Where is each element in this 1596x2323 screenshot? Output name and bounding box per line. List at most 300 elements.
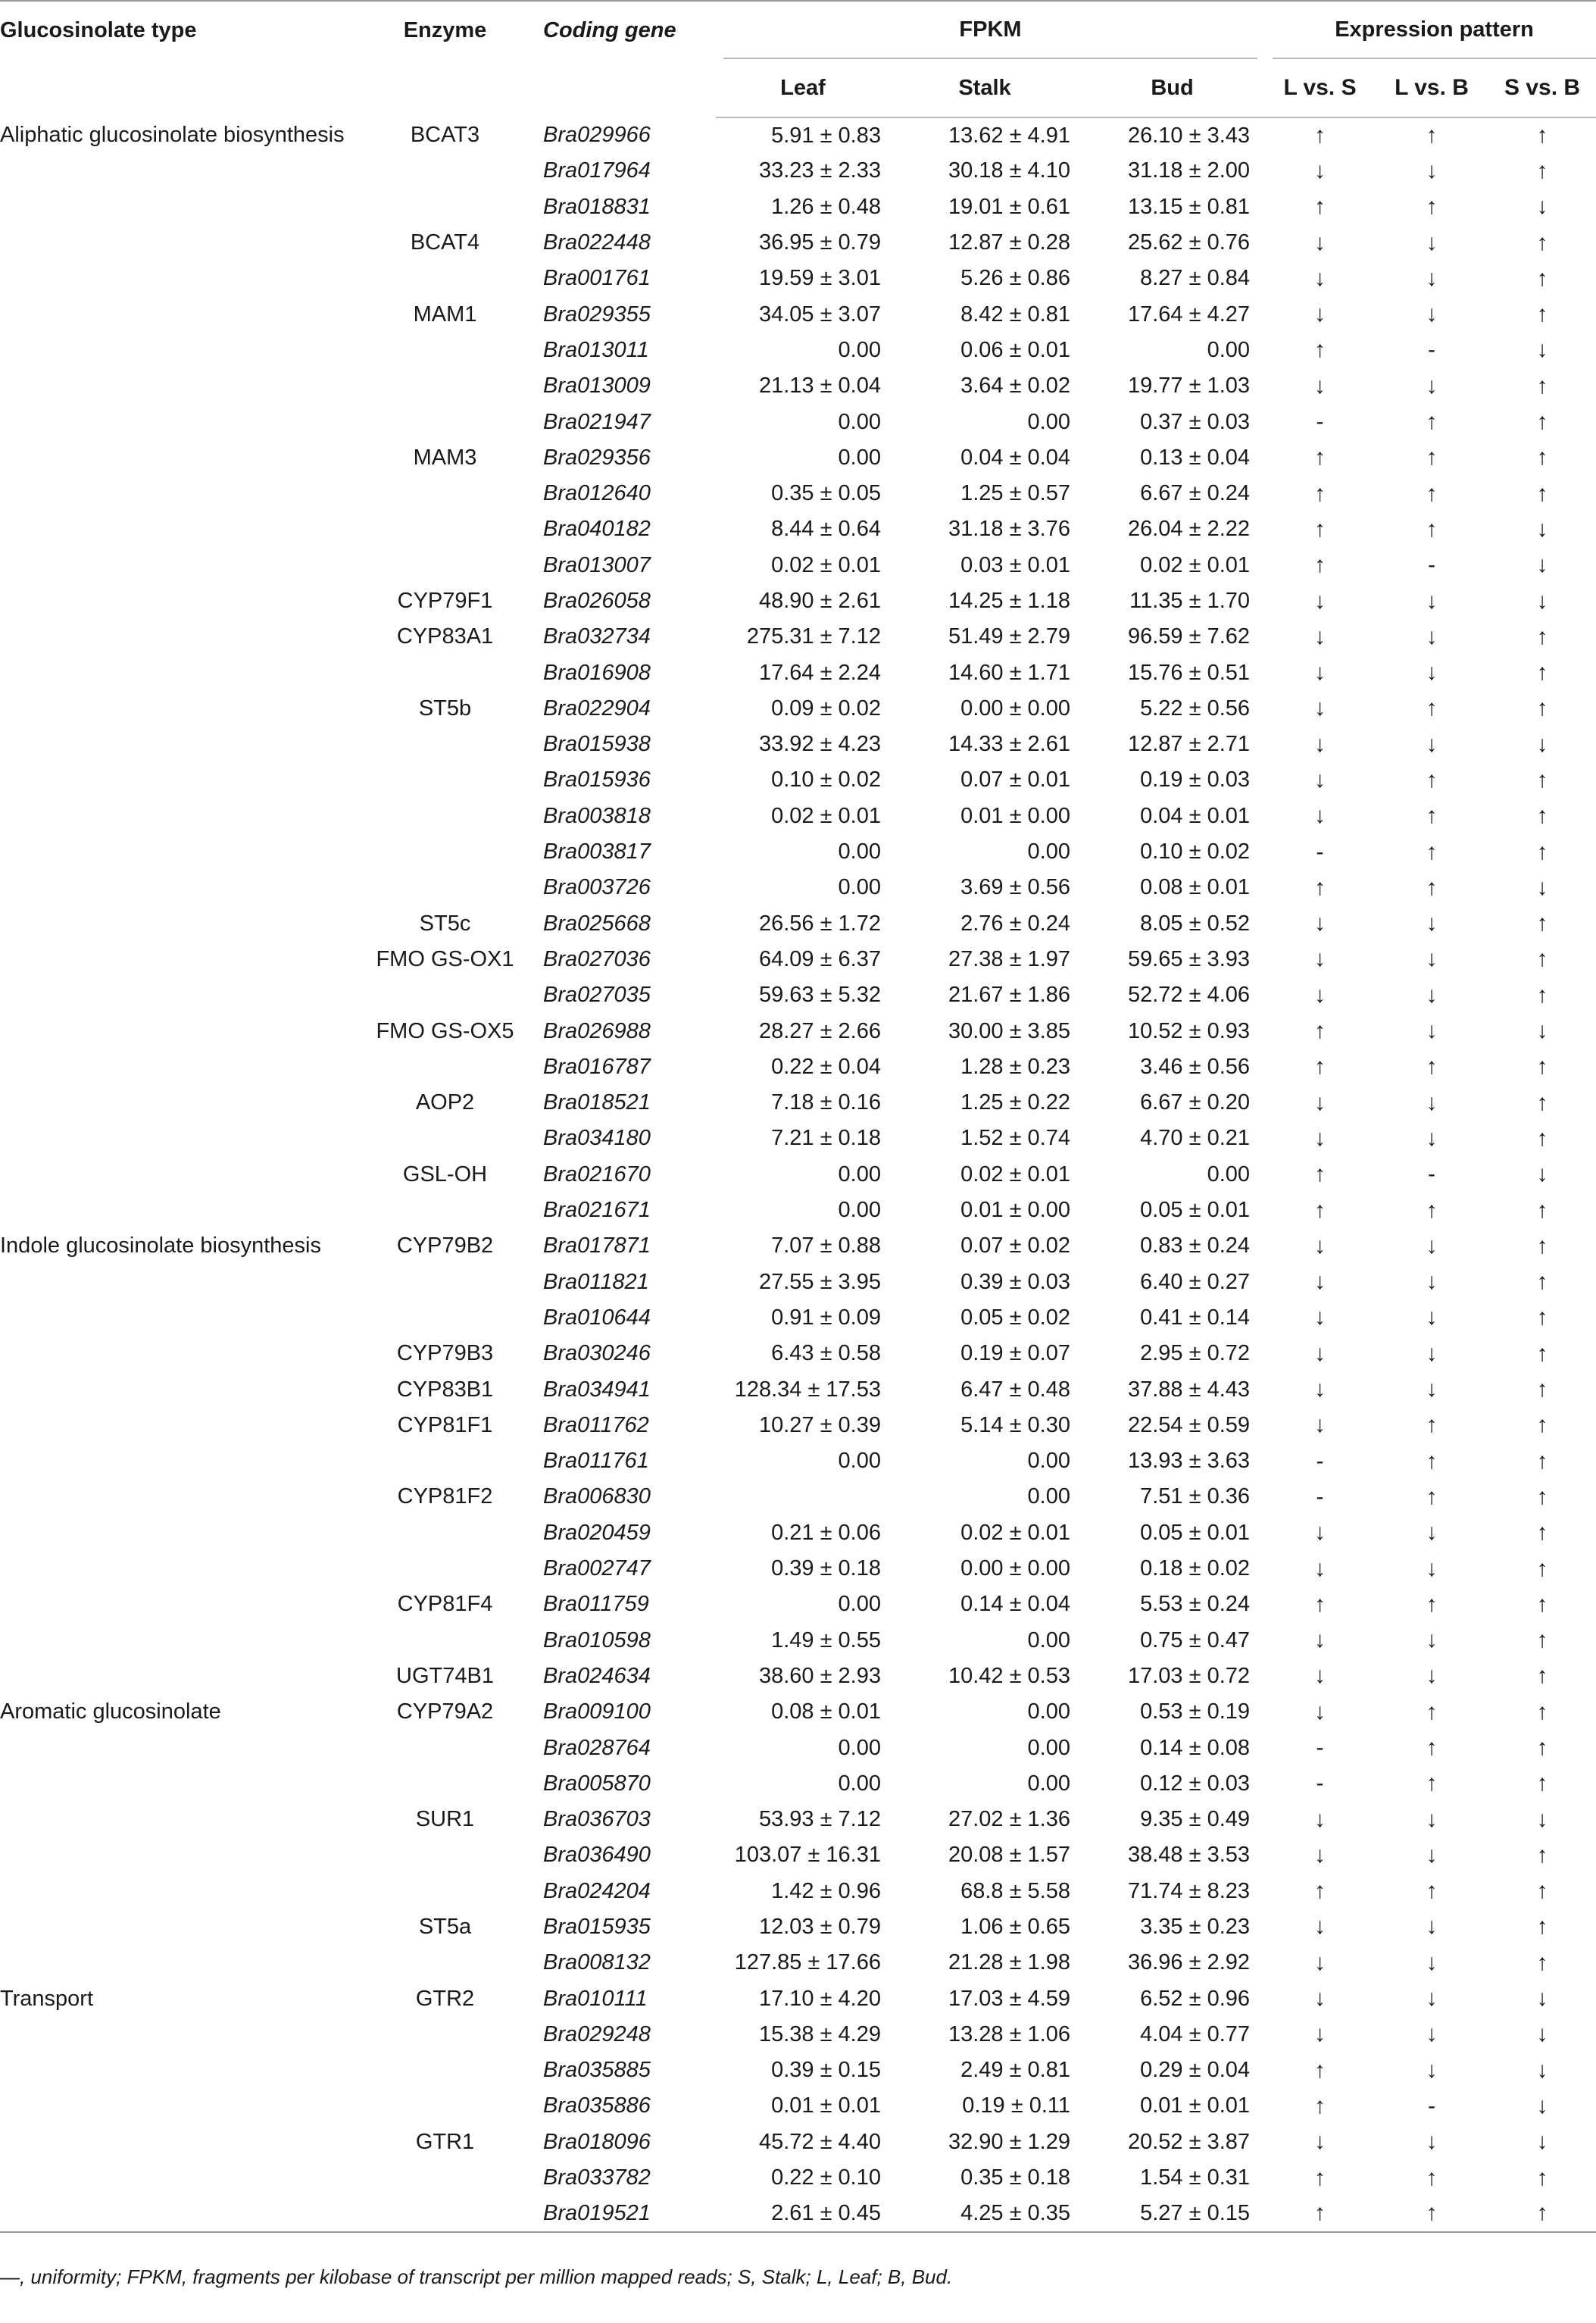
cell-coding-gene: Bra010598 [543, 1627, 651, 1652]
cell-glucosinolate-type [0, 2160, 356, 2196]
cell-s-vs-b: ↑ [1536, 1663, 1548, 1689]
cell-l-vs-b: - [1428, 2093, 1436, 2118]
cell-enzyme [356, 1049, 534, 1085]
cell-coding-gene: Bra029966 [543, 123, 651, 148]
cell-l-vs-b: ↑ [1426, 1054, 1438, 1080]
cell-fpkm-leaf: 26.56 ± 1.72 [758, 911, 881, 936]
cell-glucosinolate-type: Transport [0, 1986, 94, 2011]
cell-l-vs-b: ↓ [1426, 2021, 1438, 2047]
cell-glucosinolate-type [0, 1300, 356, 1336]
cell-s-vs-b: ↓ [1536, 2057, 1548, 2083]
cell-l-vs-b: ↑ [1426, 1484, 1438, 1509]
cell-s-vs-b: ↑ [1536, 624, 1548, 649]
cell-coding-gene: Bra006830 [543, 1484, 651, 1509]
cell-fpkm-leaf: 34.05 ± 3.07 [758, 302, 881, 327]
cell-l-vs-b: ↑ [1426, 1699, 1438, 1724]
cell-l-vs-s: ↑ [1314, 1197, 1326, 1223]
cell-l-vs-b: ↓ [1426, 588, 1438, 614]
cell-enzyme [356, 870, 534, 905]
cell-fpkm-stalk: 2.76 ± 0.24 [960, 911, 1070, 936]
cell-enzyme [356, 153, 534, 189]
cell-enzyme: UGT74B1 [396, 1663, 494, 1688]
cell-l-vs-s: ↑ [1314, 2057, 1326, 2083]
cell-s-vs-b: ↑ [1536, 1125, 1548, 1151]
cell-l-vs-s: ↓ [1314, 1377, 1326, 1402]
cell-fpkm-bud: 0.08 ± 0.01 [1140, 875, 1251, 900]
table-row [0, 404, 1596, 439]
cell-fpkm-leaf: 127.85 ± 17.66 [734, 1950, 881, 1975]
cell-l-vs-b: ↑ [1426, 445, 1438, 471]
cell-fpkm-bud: 6.40 ± 0.27 [1140, 1269, 1251, 1294]
cell-fpkm-bud: 0.29 ± 0.04 [1140, 2058, 1251, 2083]
cell-fpkm-leaf: 45.72 ± 4.40 [758, 2129, 881, 2154]
cell-enzyme: CYP81F1 [397, 1412, 493, 1437]
cell-fpkm-bud: 5.22 ± 0.56 [1140, 696, 1251, 721]
cell-coding-gene: Bra030246 [543, 1341, 651, 1366]
cell-coding-gene: Bra025668 [543, 911, 651, 936]
cell-l-vs-b: ↑ [1426, 2165, 1438, 2190]
cell-coding-gene: Bra035886 [543, 2093, 651, 2118]
cell-s-vs-b: ↓ [1536, 1162, 1548, 1187]
cell-glucosinolate-type [0, 1085, 356, 1121]
cell-l-vs-s: ↓ [1314, 946, 1326, 972]
cell-l-vs-b: ↓ [1426, 911, 1438, 936]
cell-glucosinolate-type [0, 1766, 356, 1802]
cell-coding-gene: Bra034941 [543, 1377, 651, 1402]
cell-fpkm-bud: 0.14 ± 0.08 [1140, 1735, 1251, 1760]
table-row [0, 1479, 1596, 1515]
cell-fpkm-bud: 9.35 ± 0.49 [1140, 1807, 1251, 1832]
cell-l-vs-b: ↓ [1426, 1233, 1438, 1258]
cell-fpkm-leaf: 0.02 ± 0.01 [771, 552, 881, 577]
cell-fpkm-leaf: 0.02 ± 0.01 [771, 803, 881, 828]
cell-s-vs-b: ↑ [1536, 1914, 1548, 1940]
cell-enzyme [356, 655, 534, 690]
table-row [0, 870, 1596, 905]
cell-enzyme [356, 261, 534, 296]
cell-l-vs-s: ↓ [1314, 1412, 1326, 1438]
cell-l-vs-s: ↓ [1314, 660, 1326, 686]
cell-fpkm-stalk: 5.14 ± 0.30 [960, 1412, 1070, 1437]
cell-glucosinolate-type [0, 2196, 356, 2231]
cell-fpkm-leaf: 0.00 [838, 445, 881, 470]
cell-l-vs-b: - [1428, 1162, 1436, 1187]
cell-enzyme: CYP79A2 [396, 1699, 494, 1724]
cell-fpkm-bud: 13.93 ± 3.63 [1127, 1449, 1251, 1474]
cell-fpkm-leaf: 0.39 ± 0.18 [771, 1556, 881, 1581]
cell-s-vs-b: ↓ [1536, 194, 1548, 220]
header-fpkm [716, 1, 1265, 59]
cell-coding-gene: Bra002747 [543, 1556, 651, 1581]
cell-fpkm-leaf: 0.22 ± 0.04 [771, 1054, 881, 1079]
cell-fpkm-stalk: 0.00 [1027, 1484, 1070, 1509]
cell-l-vs-b: ↓ [1426, 982, 1438, 1008]
table-footnote: —, uniformity; FPKM, fragments per kilobase of transcript per million mapped reads; S, Stalk; L, Leaf; B, Bud. [0, 2265, 953, 2288]
cell-l-vs-s: ↑ [1314, 2165, 1326, 2190]
cell-fpkm-leaf: 21.13 ± 0.04 [758, 374, 881, 399]
cell-s-vs-b: ↓ [1536, 2129, 1548, 2155]
cell-fpkm-leaf: 5.91 ± 0.83 [771, 123, 881, 148]
cell-fpkm-stalk: 17.03 ± 4.59 [948, 1986, 1070, 2011]
cell-l-vs-s: ↓ [1314, 373, 1326, 399]
cell-enzyme [356, 2196, 534, 2231]
cell-glucosinolate-type [0, 440, 356, 476]
header-coding-gene: Coding gene [534, 1, 716, 117]
table-row [0, 1443, 1596, 1479]
cell-fpkm-bud: 2.95 ± 0.72 [1140, 1341, 1251, 1366]
cell-l-vs-s: ↑ [1314, 1054, 1326, 1080]
cell-fpkm-stalk: 21.67 ± 1.86 [948, 983, 1070, 1008]
cell-s-vs-b: ↑ [1536, 1340, 1548, 1366]
table-row [0, 296, 1596, 332]
table-row [0, 655, 1596, 690]
cell-enzyme: CYP83B1 [396, 1377, 494, 1402]
table-row [0, 1228, 1596, 1264]
cell-coding-gene: Bra036703 [543, 1807, 651, 1832]
table-row [0, 977, 1596, 1013]
table-row [0, 1551, 1596, 1587]
cell-fpkm-stalk: 68.8 ± 5.58 [960, 1878, 1070, 1903]
cell-fpkm-leaf: 7.18 ± 0.16 [771, 1090, 881, 1115]
cell-fpkm-stalk: 3.69 ± 0.56 [960, 875, 1070, 900]
table-row [0, 1837, 1596, 1873]
cell-glucosinolate-type [0, 1802, 356, 1837]
table-row [0, 1981, 1596, 2016]
cell-coding-gene: Bra015935 [543, 1914, 651, 1939]
cell-enzyme [356, 2088, 534, 2124]
cell-glucosinolate-type [0, 1837, 356, 1873]
cell-fpkm-leaf [716, 1479, 890, 1515]
table-row [0, 1659, 1596, 1694]
cell-enzyme: ST5a [418, 1914, 472, 1939]
cell-coding-gene: Bra017871 [543, 1233, 651, 1258]
cell-fpkm-stalk: 27.02 ± 1.36 [948, 1807, 1070, 1832]
cell-s-vs-b: ↓ [1536, 1018, 1548, 1044]
header-bud: Bud [1079, 59, 1265, 117]
cell-s-vs-b: ↑ [1536, 1412, 1548, 1438]
cell-enzyme: MAM1 [413, 302, 477, 327]
cell-fpkm-bud: 6.67 ± 0.20 [1140, 1090, 1251, 1115]
cell-enzyme: FMO GS-OX5 [376, 1018, 514, 1043]
cell-glucosinolate-type [0, 762, 356, 798]
cell-fpkm-bud: 0.00 [1207, 1162, 1251, 1187]
cell-fpkm-stalk: 31.18 ± 3.76 [948, 517, 1070, 542]
header-leaf: Leaf [716, 59, 890, 117]
cell-coding-gene: Bra013011 [543, 337, 649, 362]
cell-l-vs-b: ↓ [1426, 2129, 1438, 2155]
cell-enzyme: FMO GS-OX1 [376, 946, 514, 971]
cell-fpkm-bud: 36.96 ± 2.92 [1127, 1950, 1251, 1975]
cell-enzyme: BCAT4 [410, 230, 480, 255]
cell-fpkm-bud: 3.46 ± 0.56 [1140, 1054, 1251, 1079]
cell-fpkm-leaf: 2.61 ± 0.45 [716, 2196, 890, 2231]
cell-coding-gene: Bra028764 [543, 1735, 651, 1760]
cell-glucosinolate-type [0, 2017, 356, 2053]
table-row [0, 2160, 1596, 2196]
table-row [0, 1802, 1596, 1837]
cell-s-vs-b: ↓ [1536, 731, 1548, 757]
cell-s-vs-b: ↑ [1536, 1484, 1548, 1509]
cell-fpkm-leaf: 0.39 ± 0.15 [771, 2058, 881, 2083]
cell-l-vs-s: ↓ [1314, 1986, 1326, 2012]
cell-fpkm-stalk: 0.00 ± 0.00 [960, 696, 1070, 721]
cell-coding-gene: Bra016908 [543, 660, 651, 685]
cell-fpkm-leaf: 0.21 ± 0.06 [771, 1520, 881, 1545]
cell-fpkm-bud: 0.05 ± 0.01 [1140, 1198, 1251, 1223]
cell-coding-gene: Bra040182 [543, 517, 651, 542]
cell-l-vs-b: ↓ [1426, 1125, 1438, 1151]
cell-fpkm-bud: 10.52 ± 0.93 [1127, 1018, 1251, 1043]
cell-l-vs-s: ↓ [1314, 1555, 1326, 1581]
cell-glucosinolate-type [0, 511, 356, 547]
cell-glucosinolate-type [0, 1587, 356, 1622]
cell-coding-gene: Bra016787 [543, 1054, 651, 1079]
cell-s-vs-b: ↑ [1536, 373, 1548, 399]
cell-fpkm-leaf: 1.42 ± 0.96 [771, 1878, 881, 1903]
cell-l-vs-s: ↓ [1314, 911, 1326, 936]
cell-fpkm-bud: 5.53 ± 0.24 [1140, 1592, 1251, 1617]
cell-fpkm-bud: 5.27 ± 0.15 [1079, 2196, 1265, 2231]
cell-enzyme: CYP79F1 [397, 589, 493, 613]
table-row [0, 762, 1596, 798]
cell-fpkm-bud: 0.04 ± 0.01 [1140, 803, 1251, 828]
cell-fpkm-leaf: 48.90 ± 2.61 [758, 589, 881, 613]
cell-enzyme [356, 1551, 534, 1587]
cell-s-vs-b: ↑ [1536, 1627, 1548, 1653]
cell-enzyme: MAM3 [413, 445, 477, 470]
cell-glucosinolate-type [0, 404, 356, 439]
table-row [0, 189, 1596, 225]
cell-fpkm-stalk: 30.18 ± 4.10 [948, 158, 1070, 183]
table-row [0, 1049, 1596, 1085]
cell-glucosinolate-type: Aromatic glucosinolate [0, 1699, 221, 1724]
cell-glucosinolate-type [0, 619, 356, 655]
cell-fpkm-stalk: 13.28 ± 1.06 [948, 2021, 1070, 2046]
cell-fpkm-leaf: 0.09 ± 0.02 [771, 696, 881, 721]
cell-fpkm-leaf: 15.38 ± 4.29 [758, 2021, 881, 2046]
cell-l-vs-b: ↓ [1426, 230, 1438, 255]
cell-fpkm-bud: 0.01 ± 0.01 [1140, 2093, 1251, 2118]
cell-fpkm-stalk: 0.00 [1027, 1449, 1070, 1474]
cell-enzyme [356, 476, 534, 511]
cell-fpkm-leaf: 10.27 ± 0.39 [758, 1412, 881, 1437]
cell-fpkm-stalk: 0.00 [1027, 1735, 1070, 1760]
cell-fpkm-leaf: 12.03 ± 0.79 [758, 1914, 881, 1939]
cell-l-vs-s: ↓ [1314, 1340, 1326, 1366]
cell-enzyme [356, 511, 534, 547]
table-row [0, 1121, 1596, 1156]
cell-l-vs-b: ↑ [1426, 839, 1438, 864]
table-row [0, 799, 1596, 834]
cell-fpkm-stalk: 0.35 ± 0.18 [960, 2165, 1070, 2190]
table-row [0, 511, 1596, 547]
table-row [0, 1013, 1596, 1049]
cell-fpkm-leaf: 0.22 ± 0.10 [771, 2165, 881, 2190]
cell-s-vs-b: ↑ [1536, 767, 1548, 793]
cell-fpkm-stalk: 0.04 ± 0.04 [960, 445, 1070, 470]
cell-s-vs-b: ↑ [1536, 1197, 1548, 1223]
cell-fpkm-leaf: 0.00 [838, 409, 881, 434]
cell-l-vs-b: ↓ [1426, 1986, 1438, 2012]
cell-l-vs-s: ↓ [1314, 1233, 1326, 1258]
cell-fpkm-stalk: 2.49 ± 0.81 [960, 2058, 1070, 2083]
cell-glucosinolate-type [0, 1443, 356, 1479]
cell-coding-gene: Bra026988 [543, 1018, 651, 1043]
cell-enzyme [356, 1766, 534, 1802]
cell-s-vs-b: ↑ [1536, 1878, 1548, 1904]
cell-l-vs-b: ↓ [1426, 1806, 1438, 1832]
cell-fpkm-leaf: 1.49 ± 0.55 [771, 1627, 881, 1652]
cell-s-vs-b: ↓ [1536, 552, 1548, 578]
table-row [0, 1085, 1596, 1121]
cell-fpkm-stalk: 5.26 ± 0.86 [960, 266, 1070, 291]
cell-fpkm-stalk: 0.39 ± 0.03 [960, 1269, 1070, 1294]
table-header [0, 1, 1596, 117]
cell-fpkm-stalk: 0.14 ± 0.04 [960, 1592, 1070, 1617]
cell-coding-gene: Bra009100 [543, 1699, 651, 1724]
table-row [0, 727, 1596, 762]
cell-glucosinolate-type: Indole glucosinolate biosynthesis [0, 1233, 321, 1258]
header-expression-pattern-label: Expression pattern [1273, 2, 1596, 59]
cell-s-vs-b: ↓ [1536, 1986, 1548, 2012]
cell-s-vs-b: ↓ [1536, 2021, 1548, 2047]
cell-fpkm-bud: 31.18 ± 2.00 [1127, 158, 1251, 183]
cell-fpkm-bud: 38.48 ± 3.53 [1127, 1843, 1251, 1868]
cell-fpkm-leaf: 7.21 ± 0.18 [771, 1126, 881, 1151]
cell-l-vs-b: ↑ [1426, 123, 1438, 149]
header-l-vs-s: L vs. S [1265, 59, 1375, 117]
cell-fpkm-bud: 17.03 ± 0.72 [1127, 1663, 1251, 1688]
cell-glucosinolate-type [0, 727, 356, 762]
cell-s-vs-b: ↑ [1536, 839, 1548, 864]
cell-fpkm-bud: 71.74 ± 8.23 [1127, 1878, 1251, 1903]
cell-fpkm-stalk: 10.42 ± 0.53 [948, 1663, 1070, 1688]
cell-fpkm-leaf: 17.10 ± 4.20 [758, 1986, 881, 2011]
cell-coding-gene: Bra012640 [543, 481, 651, 506]
cell-enzyme [356, 1193, 534, 1228]
cell-fpkm-bud: 0.53 ± 0.19 [1140, 1699, 1251, 1724]
cell-fpkm-leaf: 275.31 ± 7.12 [746, 624, 881, 649]
cell-l-vs-b: ↓ [1426, 1340, 1438, 1366]
cell-l-vs-b: ↓ [1426, 373, 1438, 399]
cell-glucosinolate-type [0, 368, 356, 404]
cell-enzyme [356, 727, 534, 762]
cell-s-vs-b: ↑ [1536, 1054, 1548, 1080]
cell-glucosinolate-type [0, 977, 356, 1013]
cell-fpkm-bud: 8.05 ± 0.52 [1140, 911, 1251, 936]
cell-l-vs-s: ↑ [1314, 1591, 1326, 1617]
cell-glucosinolate-type [0, 906, 356, 942]
cell-enzyme: CYP79B2 [396, 1233, 494, 1258]
cell-l-vs-b: ↓ [1426, 2057, 1438, 2083]
cell-glucosinolate-type: Aliphatic glucosinolate biosynthesis [0, 123, 345, 148]
table-row [0, 261, 1596, 296]
cell-s-vs-b: ↑ [1536, 1305, 1548, 1330]
cell-enzyme [356, 834, 534, 870]
cell-glucosinolate-type [0, 1659, 356, 1694]
cell-fpkm-stalk: 1.25 ± 0.57 [960, 481, 1070, 506]
cell-coding-gene: Bra011821 [543, 1269, 649, 1294]
cell-coding-gene: Bra027035 [543, 983, 651, 1008]
cell-fpkm-leaf: 0.00 [838, 1592, 881, 1617]
cell-fpkm-leaf: 0.91 ± 0.09 [771, 1305, 881, 1330]
cell-s-vs-b: ↑ [1536, 1735, 1548, 1760]
cell-glucosinolate-type [0, 942, 356, 977]
cell-coding-gene: Bra011759 [543, 1592, 649, 1617]
cell-glucosinolate-type [0, 1945, 356, 1981]
cell-fpkm-stalk: 0.07 ± 0.02 [960, 1233, 1070, 1258]
table-row [0, 1874, 1596, 1909]
cell-s-vs-b: ↑ [1536, 803, 1548, 829]
cell-fpkm-bud: 4.04 ± 0.77 [1140, 2021, 1251, 2046]
cell-enzyme: CYP81F4 [397, 1592, 493, 1617]
cell-l-vs-b: ↓ [1426, 1627, 1438, 1653]
cell-s-vs-b: ↑ [1536, 1771, 1548, 1796]
cell-l-vs-s: - [1316, 1735, 1324, 1760]
cell-s-vs-b: ↑ [1536, 982, 1548, 1008]
cell-l-vs-s: ↓ [1314, 1914, 1326, 1940]
table-row [0, 225, 1596, 261]
cell-l-vs-b: ↓ [1426, 1663, 1438, 1689]
cell-coding-gene: Bra018831 [543, 194, 651, 219]
cell-glucosinolate-type [0, 2088, 356, 2124]
cell-l-vs-b: ↓ [1426, 1842, 1438, 1868]
cell-fpkm-bud: 6.67 ± 0.24 [1140, 481, 1251, 506]
cell-l-vs-b: ↓ [1426, 731, 1438, 757]
cell-glucosinolate-type [0, 1049, 356, 1085]
cell-glucosinolate-type [0, 225, 356, 261]
cell-glucosinolate-type [0, 691, 356, 727]
cell-fpkm-leaf: 0.00 [838, 839, 881, 864]
cell-coding-gene: Bra021671 [543, 1198, 651, 1223]
cell-enzyme [356, 799, 534, 834]
cell-l-vs-b: ↑ [1426, 194, 1438, 220]
cell-s-vs-b: ↑ [1488, 2196, 1596, 2231]
table-row [0, 1408, 1596, 1443]
header-glucosinolate-type: Glucosinolate type [0, 1, 356, 117]
cell-fpkm-leaf: 0.00 [838, 1771, 881, 1796]
cell-coding-gene: Bra029356 [543, 445, 651, 470]
cell-s-vs-b: ↑ [1536, 946, 1548, 972]
cell-l-vs-b: ↓ [1426, 1914, 1438, 1940]
cell-coding-gene: Bra015938 [543, 732, 651, 757]
cell-enzyme [356, 189, 534, 225]
cell-glucosinolate-type [0, 1121, 356, 1156]
header-enzyme: Enzyme [356, 1, 534, 117]
cell-fpkm-stalk: 14.60 ± 1.71 [948, 660, 1070, 685]
cell-l-vs-s: ↑ [1314, 1162, 1326, 1187]
cell-fpkm-bud: 0.00 [1207, 337, 1251, 362]
cell-enzyme: GSL-OH [402, 1162, 488, 1187]
cell-enzyme: AOP2 [415, 1090, 475, 1115]
cell-s-vs-b: ↑ [1536, 1090, 1548, 1115]
cell-glucosinolate-type [0, 834, 356, 870]
cell-l-vs-s: ↓ [1314, 1627, 1326, 1653]
cell-enzyme: SUR1 [415, 1807, 475, 1832]
cell-s-vs-b: ↑ [1536, 1555, 1548, 1581]
cell-l-vs-s: ↑ [1265, 2196, 1375, 2231]
cell-fpkm-bud: 59.65 ± 3.93 [1127, 946, 1251, 971]
cell-l-vs-s: - [1316, 1448, 1324, 1474]
cell-coding-gene: Bra020459 [543, 1520, 651, 1545]
cell-fpkm-stalk: 0.00 ± 0.00 [960, 1556, 1070, 1581]
cell-enzyme [356, 762, 534, 798]
cell-fpkm-stalk: 14.33 ± 2.61 [948, 732, 1070, 757]
cell-s-vs-b: ↑ [1536, 409, 1548, 435]
table-row [0, 333, 1596, 368]
cell-l-vs-b: ↓ [1426, 265, 1438, 291]
cell-l-vs-s: ↓ [1314, 588, 1326, 614]
